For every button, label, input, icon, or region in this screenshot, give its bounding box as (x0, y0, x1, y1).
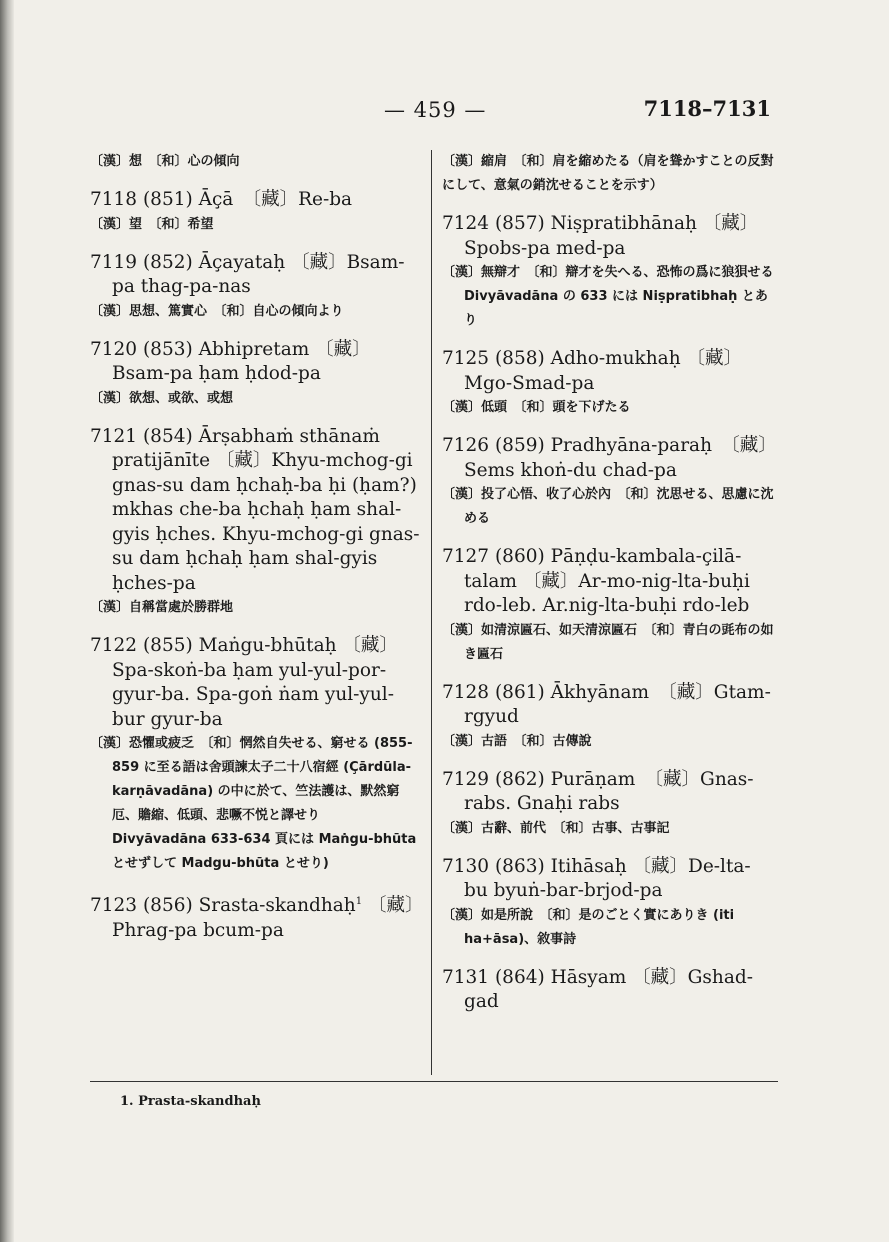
entry-gloss: 〔漢〕想 〔和〕心の傾向 (90, 154, 240, 169)
entry (442, 966, 774, 1015)
entry-head: 7125 (858) Adho-mukhaḥ 〔藏〕Mgo-Smad-pa (442, 348, 743, 394)
entry-head: 7130 (863) Itihāsaḥ 〔藏〕De-lta-bu byuṅ-bar-brjod-pa (442, 855, 751, 901)
entry-head: 7119 (852) Āçayataḥ 〔藏〕Bsam-pa thag-pa-nas (90, 251, 405, 297)
entry-head: 7118 (851) Āçā 〔藏〕Re-ba (90, 189, 353, 210)
entry-head: 7126 (859) Pradhyāna-paraḥ 〔藏〕Sems khoṅ-du chad-pa (442, 435, 768, 481)
entry-head: 7128 (861) Ākhyānam 〔藏〕Gtam-rgyud (442, 681, 771, 727)
entry-head: 7120 (853) Abhipretam 〔藏〕Bsam-pa ḥam ḥdod-pa (90, 338, 371, 384)
entry (442, 855, 774, 952)
entry-head (90, 890, 420, 943)
entry (442, 347, 774, 420)
entry-head: 7122 (855) Maṅgu-bhūtaḥ 〔藏〕Spa-skoṅ-ba ḥam yul-yul-por-gyur-ba. Spa-goṅ ṅam yul-yul-bur gyur-ba (90, 635, 398, 730)
footnote-rule (90, 1081, 778, 1082)
entry-gloss: 〔漢〕縮肩 〔和〕肩を縮めたる（肩を聳かすことの反對にして、意氣の銷沈せることを示す） (442, 154, 774, 193)
entry-gloss: 〔漢〕望 〔和〕希望 (90, 216, 214, 232)
left-column (90, 150, 420, 957)
entry-head: 7124 (857) Niṣpratibhānaḥ 〔藏〕Spobs-pa med-pa (442, 213, 759, 259)
footnote-marker: 1 (355, 896, 363, 907)
entry (90, 634, 420, 876)
entry-gloss: 〔漢〕思想、篤實心 〔和〕自心の傾向より (90, 303, 344, 319)
footnote: 1. Prasta-skandhaḥ (120, 1094, 261, 1109)
entry-gloss: 〔漢〕如清涼匾石、如天清涼匾石 〔和〕青白の毭布の如き匾石 (442, 622, 774, 662)
entry-gloss: 〔漢〕低頭 〔和〕頭を下げたる (442, 400, 631, 415)
entry (90, 188, 420, 237)
entry-gloss: 〔漢〕恐懼或疲乏 〔和〕惘然自失せる、窮せる (855-859 に至る語は舍頭諫太子二十八宿經 (Çārdūla-karṇāvadāna) の中に於て、竺法護は、默然窮厄、贍縮、低頭、悲噘不悦と譯せり Divyāvadāna 633-634 頁には Maṅgu-bhūta とせずして Madgu-bhūta とせり) (90, 736, 417, 871)
entry-gloss: 〔漢〕古辭、前代 〔和〕古事、古事記 (442, 820, 670, 836)
entry-gloss: 〔漢〕投了心悟、收了心於內 〔和〕沈思せる、思慮に沈める (442, 487, 774, 526)
entry (442, 545, 774, 667)
entry (90, 150, 420, 174)
entry (90, 338, 420, 411)
entry-head: 7129 (862) Purāṇam 〔藏〕Gnas-rabs. Gnaḥi rabs (442, 768, 754, 814)
entry-head-tail: 〔藏〕Phrag-pa bcum-pa (112, 895, 415, 941)
entry-gloss: 〔漢〕古語 〔和〕古傳說 (442, 733, 592, 749)
entry-gloss: 〔漢〕自稱當處於勝群地 (90, 600, 234, 615)
entry (442, 150, 774, 198)
entry-gloss: 〔漢〕欲想、或欲、或想 (90, 390, 234, 406)
entry (90, 890, 420, 943)
entry (442, 768, 774, 841)
entry-gloss: 〔漢〕如是所說 〔和〕是のごとく實にありき (iti ha+āsa)、敘事詩 (442, 907, 735, 947)
entry-head-main: 7123 (856) Srasta-skandhaḥ (90, 895, 356, 917)
entry-range: 7118–7131 (643, 96, 771, 121)
entry (90, 251, 420, 324)
entry (442, 212, 787, 333)
entry-head: 7127 (860) Pāṇḍu-kambala-çilā-talam 〔藏〕Ar-mo-nig-lta-buḥi rdo-leb. Ar.nig-lta-buḥi rdo-leb (442, 546, 750, 616)
entry (90, 425, 420, 621)
column-divider (431, 150, 432, 1075)
entry (442, 434, 774, 531)
entry-head: 7121 (854) Ārṣabhaṁ sthānaṁ pratijānīte 〔藏〕Khyu-mchog-gi gnas-su dam ḥchaḥ-ba ḥi (ḥam?) mkhas che-ba ḥchaḥ ḥam shal-gyis ḥches. Khyu-mchog-gi gnas-su dam ḥchaḥ ḥam shal-gyis ḥches-pa (90, 425, 420, 594)
entry-head: 7131 (864) Hāsyam 〔藏〕Gshad-gad (442, 966, 753, 1012)
entry-gloss: 〔漢〕無辯才 〔和〕辯才を失へる、恐怖の爲に狼狽せる Divyāvadāna の 633 には Niṣpratibhaḥ とあり (442, 265, 787, 328)
page-number: — 459 — (384, 98, 487, 122)
right-column (442, 150, 787, 1029)
book-spine-shadow (0, 0, 14, 1242)
entry (442, 681, 774, 754)
